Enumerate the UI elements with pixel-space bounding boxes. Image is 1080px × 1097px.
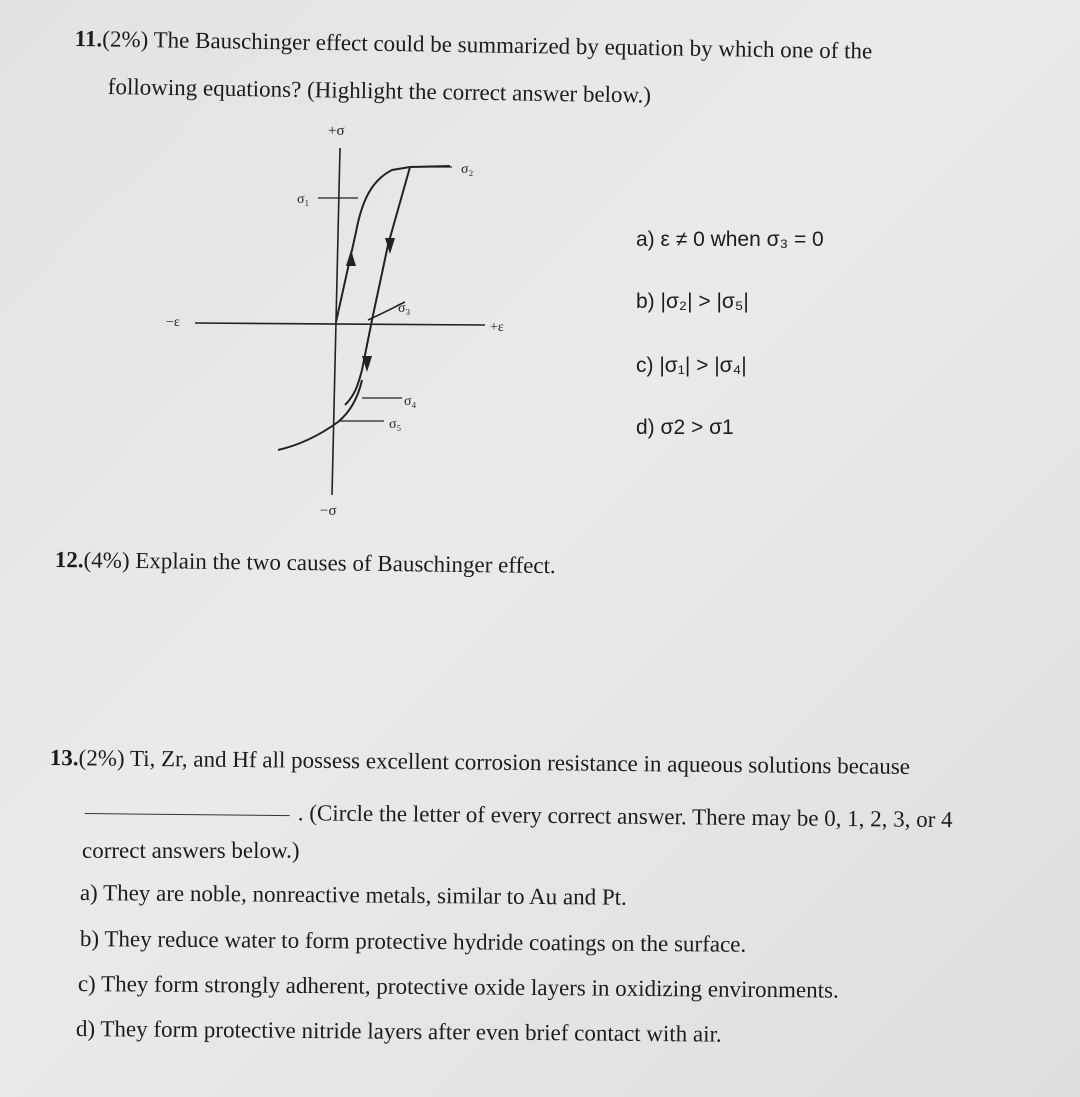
q11-choice-b[interactable]: b) |σ₂| > |σ₅| bbox=[636, 290, 749, 313]
q12 bbox=[55, 547, 556, 579]
q13-option-c[interactable]: c) They form strongly adherent, protective oxide layers in oxidizing environments. bbox=[77, 971, 839, 1003]
strain-axis bbox=[195, 323, 485, 325]
label-sigma2: σ₂ bbox=[461, 162, 474, 177]
q11-line2 bbox=[108, 74, 652, 109]
q11-line1 bbox=[75, 26, 873, 65]
q13-prompt-line2: . (Circle the letter of every correct answer. There may be 0, 1, 2, 3, or 4 bbox=[297, 800, 953, 833]
q13-prompt-line1: (2%) Ti, Zr, and Hf all possess excellent corrosion resistance in aqueous solutions because bbox=[78, 745, 911, 780]
q12-prompt: (4%) Explain the two causes of Bauschinger effect. bbox=[83, 547, 556, 579]
q13-option-a[interactable]: a) They are noble, nonreactive metals, similar to Au and Pt. bbox=[79, 880, 627, 910]
label-sigma4: σ₄ bbox=[404, 394, 417, 409]
q13-number: 13. bbox=[49, 745, 79, 771]
q12-number: 12. bbox=[54, 547, 84, 573]
unloading-curve bbox=[345, 167, 410, 405]
label-sigma-neg: −σ bbox=[320, 503, 337, 519]
label-sigma1: σ₁ bbox=[297, 192, 310, 207]
q13-line3 bbox=[82, 838, 300, 864]
q11-choice-c[interactable]: c) |σ₁| > |σ₄| bbox=[636, 354, 747, 377]
q11-prompt-line2: following equations? (Highlight the correct answer below.) bbox=[107, 74, 652, 108]
label-sigma3: σ₃ bbox=[398, 301, 411, 316]
label-sigma-pos: +σ bbox=[328, 123, 345, 139]
answer-blank[interactable] bbox=[85, 812, 290, 816]
q13-line2 bbox=[85, 798, 953, 833]
label-sigma5: σ₅ bbox=[389, 417, 402, 432]
q13-option-b[interactable]: b) They reduce water to form protective hydride coatings on the surface. bbox=[79, 926, 747, 957]
label-eps-neg: −ε bbox=[166, 315, 180, 330]
q11-number: 11. bbox=[74, 26, 103, 52]
label-eps-pos: +ε bbox=[490, 320, 504, 335]
q13-option-d[interactable]: d) They form protective nitride layers after even brief contact with air. bbox=[75, 1016, 722, 1047]
q11-prompt-line1: (2%) The Bauschinger effect could be summarized by equation by which one of the bbox=[102, 26, 873, 64]
q11-choice-d[interactable]: d) σ2 > σ1 bbox=[636, 416, 734, 439]
q13-prompt-line3: correct answers below.) bbox=[82, 838, 300, 863]
q13-line1 bbox=[50, 745, 910, 780]
bauschinger-diagram bbox=[160, 115, 530, 525]
compression-curve bbox=[278, 380, 362, 450]
q11-choice-a[interactable]: a) ε ≠ 0 when σ₃ = 0 bbox=[636, 228, 824, 251]
arrow-up bbox=[346, 250, 356, 266]
